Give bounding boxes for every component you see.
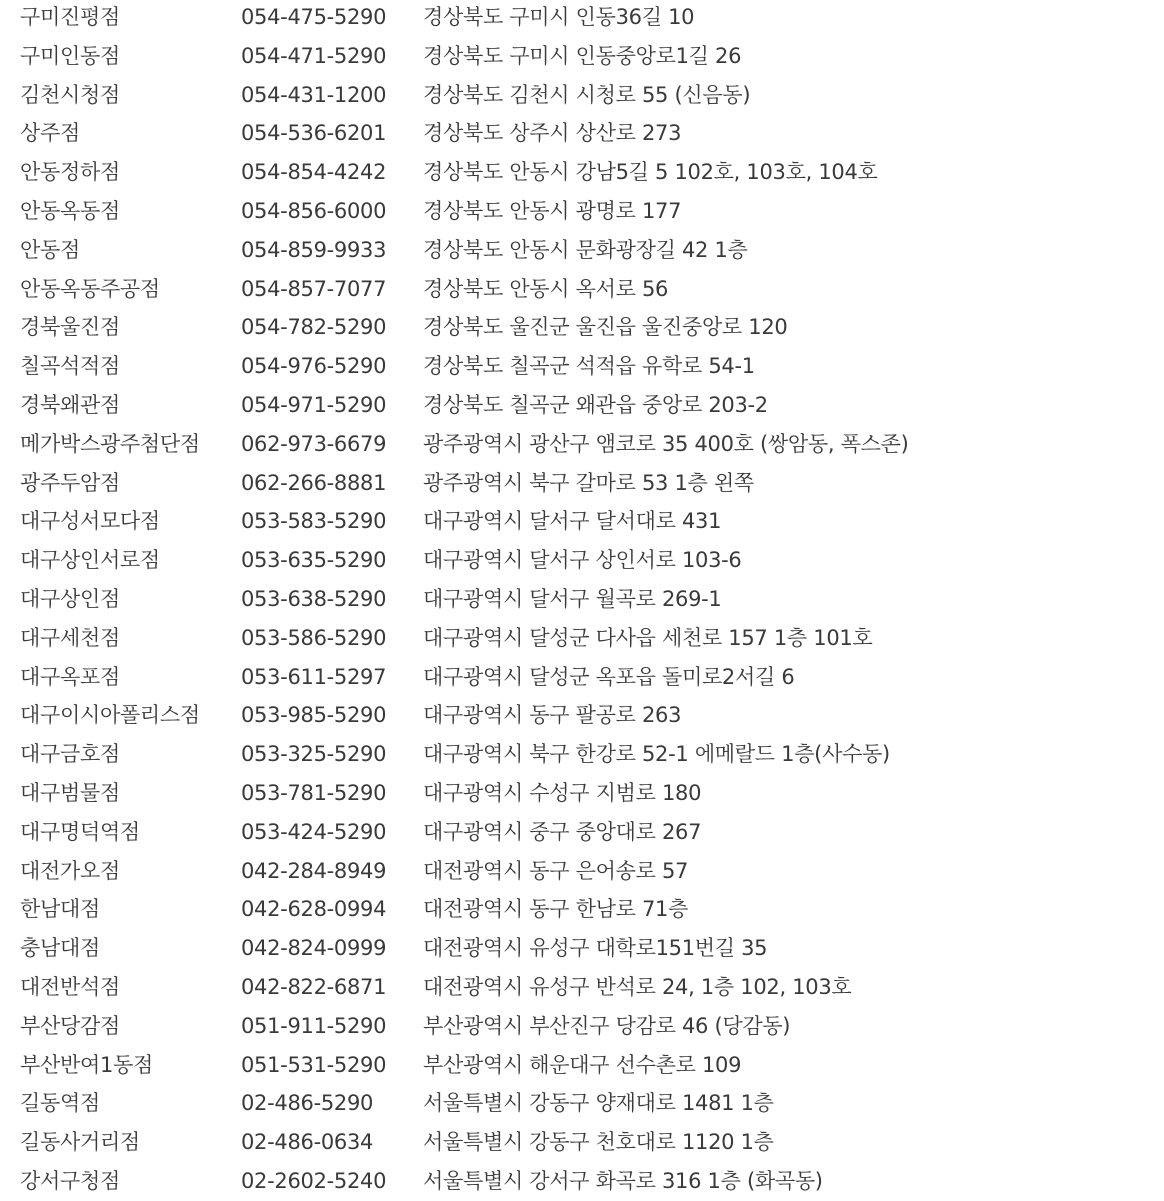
store-row [0, 192, 1164, 231]
store-name: 대구세천점 [20, 625, 120, 650]
store-name: 대전가오점 [20, 858, 120, 883]
store-name: 부산당감점 [20, 1013, 120, 1038]
store-name: 대구옥포점 [20, 664, 120, 689]
store-phone: 054-854-4242 [241, 160, 387, 185]
store-row [0, 386, 1164, 425]
store-address: 광주광역시 북구 갈마로 53 1층 왼쪽 [423, 470, 754, 495]
store-row [0, 1046, 1164, 1085]
store-name: 경북왜관점 [20, 393, 120, 417]
store-address: 대구광역시 달성군 다사읍 세천로 157 1층 101호 [423, 625, 873, 650]
store-name: 대구범물점 [20, 781, 120, 805]
store-address: 대전광역시 유성구 반석로 24, 1층 102, 103호 [423, 975, 852, 999]
store-phone: 02-486-5290 [241, 1091, 374, 1116]
store-name: 구미진평점 [20, 5, 120, 29]
store-address: 대구광역시 달서구 월곡로 269-1 [423, 587, 722, 611]
store-phone: 053-586-5290 [241, 625, 387, 650]
store-address: 경상북도 김천시 시청로 55 (신음동) [423, 82, 751, 107]
store-address: 경상북도 칠곡군 왜관읍 중앙로 203-2 [423, 393, 768, 417]
store-name: 대구성서모다점 [20, 509, 160, 534]
store-row [0, 852, 1164, 891]
store-row [0, 1162, 1164, 1201]
store-name: 대구상인서로점 [20, 548, 160, 573]
store-address: 대전광역시 동구 한남로 71층 [423, 897, 689, 922]
store-address: 경상북도 구미시 인동중앙로1길 26 [423, 43, 742, 68]
store-row [0, 813, 1164, 852]
store-phone: 051-531-5290 [241, 1052, 387, 1077]
store-phone: 02-2602-5240 [241, 1169, 387, 1193]
store-row [0, 308, 1164, 347]
store-address: 경상북도 구미시 인동36길 10 [423, 5, 695, 29]
store-name: 부산반여1동점 [20, 1052, 153, 1077]
store-address: 대구광역시 북구 한강로 52-1 에메랄드 1층(사수동) [423, 742, 890, 767]
store-address: 광주광역시 광산구 앰코로 35 400호 (쌍암동, 폭스존) [423, 431, 909, 456]
store-address: 부산광역시 해운대구 선수촌로 109 [423, 1052, 742, 1077]
store-row [0, 231, 1164, 270]
store-row [0, 114, 1164, 153]
store-row [0, 464, 1164, 503]
store-phone: 054-536-6201 [241, 121, 387, 146]
store-name: 대구이시아폴리스점 [20, 703, 200, 728]
store-name: 대구상인점 [20, 587, 120, 611]
store-row [0, 968, 1164, 1007]
store-name: 상주점 [20, 121, 80, 146]
store-phone: 042-284-8949 [241, 858, 387, 883]
store-phone: 053-611-5297 [241, 664, 387, 689]
store-phone: 062-266-8881 [241, 470, 387, 495]
store-row [0, 929, 1164, 968]
store-name: 대구명덕역점 [20, 819, 140, 844]
store-address: 경상북도 안동시 강남5길 5 102호, 103호, 104호 [423, 160, 878, 185]
store-address: 경상북도 칠곡군 석적읍 유학로 54-1 [423, 354, 755, 379]
store-phone: 053-985-5290 [241, 703, 387, 728]
store-address: 경상북도 상주시 상산로 273 [423, 121, 682, 146]
store-address: 경상북도 안동시 광명로 177 [423, 199, 682, 223]
store-phone: 053-635-5290 [241, 548, 387, 573]
store-phone: 054-475-5290 [241, 5, 387, 29]
store-row [0, 541, 1164, 580]
store-address: 대전광역시 동구 은어송로 57 [423, 858, 689, 883]
store-phone: 053-583-5290 [241, 509, 387, 534]
store-row [0, 1007, 1164, 1046]
store-row [0, 425, 1164, 464]
store-row [0, 37, 1164, 76]
store-address: 대구광역시 수성구 지범로 180 [423, 781, 702, 805]
store-address: 대구광역시 달성군 옥포읍 돌미로2서길 6 [423, 664, 795, 689]
store-name: 길동사거리점 [20, 1130, 140, 1155]
store-address: 경상북도 안동시 문화광장길 42 1층 [423, 237, 748, 262]
store-name: 대전반석점 [20, 975, 120, 999]
store-name: 한남대점 [20, 897, 100, 922]
store-phone: 062-973-6679 [241, 431, 387, 456]
store-phone: 053-638-5290 [241, 587, 387, 611]
store-address: 대구광역시 중구 중앙대로 267 [423, 819, 702, 844]
store-name: 김천시청점 [20, 82, 120, 107]
store-phone: 051-911-5290 [241, 1013, 387, 1038]
store-phone: 054-856-6000 [241, 199, 387, 223]
store-phone: 042-824-0999 [241, 936, 387, 961]
store-row [0, 76, 1164, 115]
store-phone: 054-431-1200 [241, 82, 387, 107]
store-address: 경상북도 안동시 옥서로 56 [423, 276, 669, 301]
store-name: 경북울진점 [20, 315, 120, 340]
store-row [0, 658, 1164, 697]
store-address: 대구광역시 달서구 상인서로 103-6 [423, 548, 742, 573]
store-phone: 02-486-0634 [241, 1130, 374, 1155]
store-row [0, 153, 1164, 192]
store-row [0, 696, 1164, 735]
store-phone: 054-471-5290 [241, 43, 387, 68]
store-phone: 054-976-5290 [241, 354, 387, 379]
store-address: 서울특별시 강동구 천호대로 1120 1층 [423, 1130, 774, 1155]
store-row [0, 0, 1164, 37]
store-phone: 054-857-7077 [241, 276, 387, 301]
store-phone: 054-859-9933 [241, 237, 387, 262]
store-name: 대구금호점 [20, 742, 120, 767]
store-address: 부산광역시 부산진구 당감로 46 (당감동) [423, 1013, 791, 1038]
store-name: 안동옥동점 [20, 199, 120, 223]
store-row [0, 890, 1164, 929]
store-address: 경상북도 울진군 울진읍 울진중앙로 120 [423, 315, 788, 340]
store-name: 칠곡석적점 [20, 354, 120, 379]
store-phone: 053-424-5290 [241, 819, 387, 844]
store-phone: 053-781-5290 [241, 781, 387, 805]
store-phone: 054-782-5290 [241, 315, 387, 340]
store-address: 서울특별시 강서구 화곡로 316 1층 (화곡동) [423, 1169, 823, 1193]
store-name: 안동점 [20, 237, 80, 262]
store-phone: 054-971-5290 [241, 393, 387, 417]
store-name: 길동역점 [20, 1091, 100, 1116]
store-name: 충남대점 [20, 936, 100, 961]
store-address: 대구광역시 달서구 달서대로 431 [423, 509, 722, 534]
store-name: 안동정하점 [20, 160, 120, 185]
store-address: 서울특별시 강동구 양재대로 1481 1층 [423, 1091, 774, 1116]
store-row [0, 1084, 1164, 1123]
store-name: 구미인동점 [20, 43, 120, 68]
store-phone: 042-822-6871 [241, 975, 387, 999]
store-name: 메가박스광주첨단점 [20, 431, 200, 456]
store-row [0, 774, 1164, 813]
store-row [0, 580, 1164, 619]
store-name: 강서구청점 [20, 1169, 120, 1193]
store-phone: 042-628-0994 [241, 897, 387, 922]
store-row [0, 1123, 1164, 1162]
store-row [0, 735, 1164, 774]
store-name: 안동옥동주공점 [20, 276, 160, 301]
store-address: 대전광역시 유성구 대학로151번길 35 [423, 936, 768, 961]
store-row [0, 270, 1164, 309]
store-row [0, 502, 1164, 541]
store-row [0, 619, 1164, 658]
store-phone: 053-325-5290 [241, 742, 387, 767]
store-row [0, 347, 1164, 386]
store-address: 대구광역시 동구 팔공로 263 [423, 703, 682, 728]
store-name: 광주두암점 [20, 470, 120, 495]
